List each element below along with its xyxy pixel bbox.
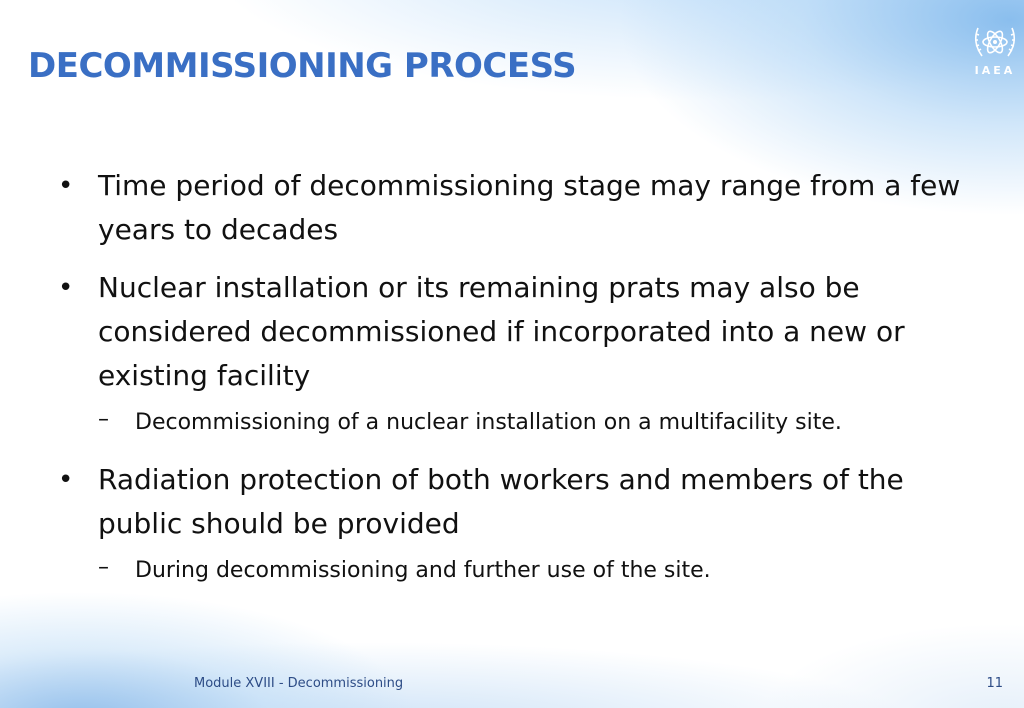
bullet-marker: • — [58, 273, 74, 303]
bullet-item — [58, 458, 978, 546]
bullet-text: Radiation protection of both workers and members of the public should be provided — [98, 463, 904, 540]
sub-bullet-marker: – — [98, 555, 109, 580]
bullet-list — [58, 164, 978, 606]
sub-bullet-item — [58, 554, 978, 588]
sub-bullet-text: During decommissioning and further use of the site. — [135, 558, 711, 583]
bullet-text: Nuclear installation or its remaining prats may also be considered decommissioned if incorporated into a new or existing facility — [98, 271, 905, 392]
bullet-item — [58, 164, 978, 252]
sub-bullet-item — [58, 406, 978, 440]
sub-bullet-text: Decommissioning of a nuclear installation on a multifacility site. — [135, 410, 842, 435]
bullet-text: Time period of decommissioning stage may range from a few years to decades — [98, 169, 961, 246]
bullet-marker: • — [58, 465, 74, 495]
iaea-logo-text: IAEA — [974, 64, 1016, 77]
footer-module-label: Module XVIII - Decommissioning — [194, 676, 404, 691]
iaea-logo — [968, 20, 1022, 82]
slide-title: DECOMMISSIONING PROCESS — [28, 46, 577, 86]
bullet-item — [58, 266, 978, 398]
sub-bullet-marker: – — [98, 407, 109, 432]
slide-number: 11 — [986, 676, 1003, 691]
iaea-atom-olive-wreath-icon — [968, 20, 1022, 64]
bullet-marker: • — [58, 171, 74, 201]
